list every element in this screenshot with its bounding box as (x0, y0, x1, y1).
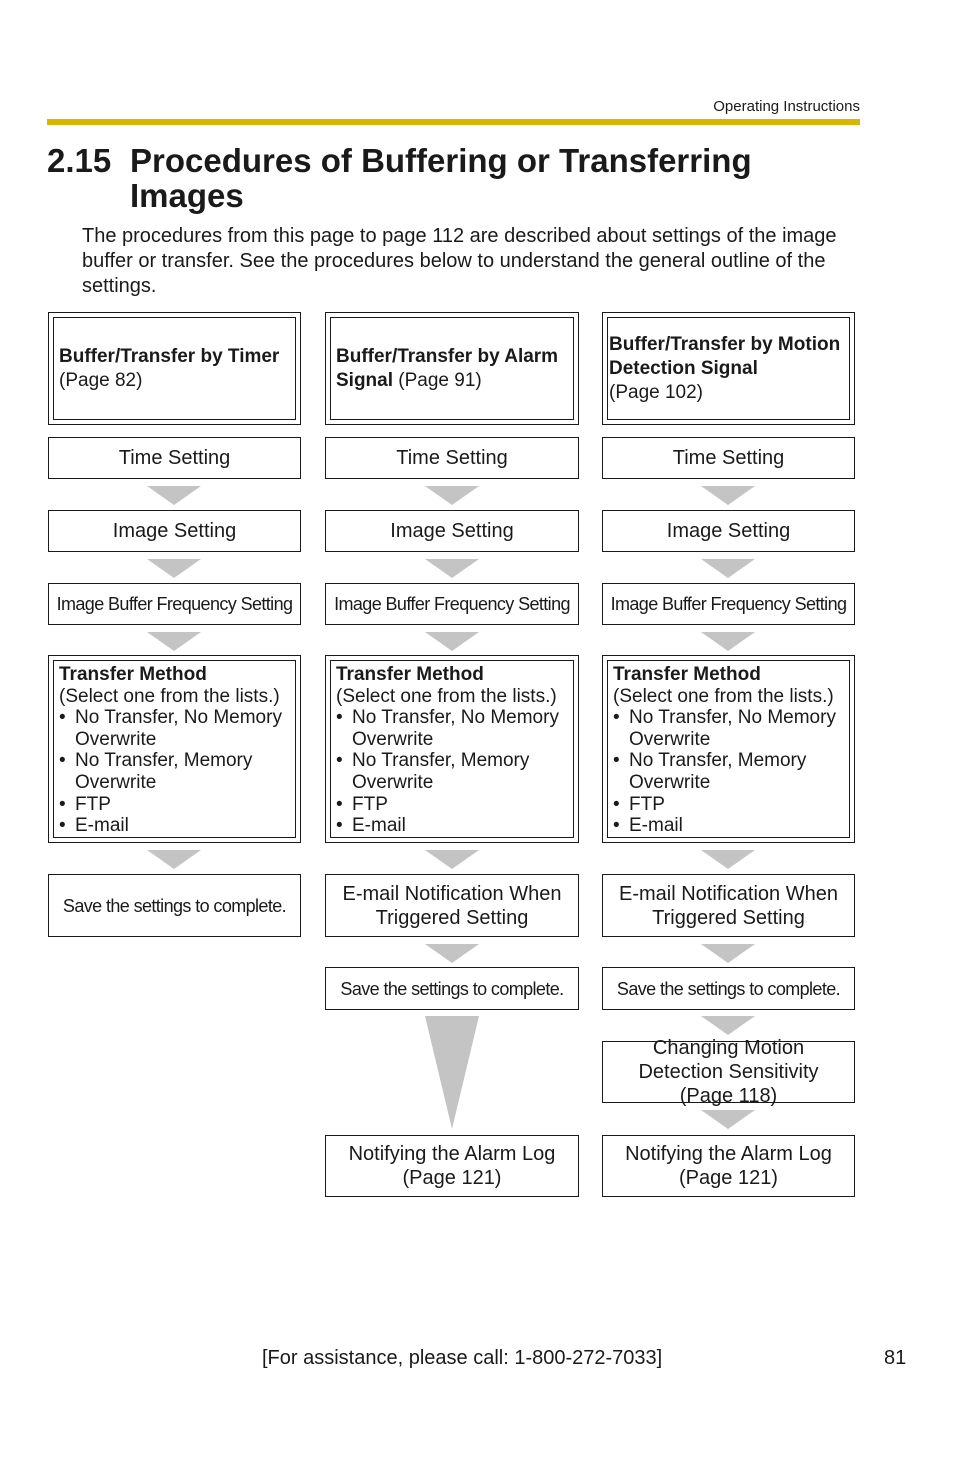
list-item: • No Transfer, No Memory Overwrite (59, 707, 290, 750)
flow-arrow (701, 559, 755, 578)
list-item: • FTP (336, 794, 568, 816)
step-label: Save the settings to complete. (340, 978, 564, 999)
list-item: • No Transfer, No Memory Overwrite (613, 707, 844, 750)
list-item: • No Transfer, Memory Overwrite (336, 750, 568, 793)
flow-arrow (425, 559, 479, 578)
list-item: • No Transfer, Memory Overwrite (613, 750, 844, 793)
page-number: 81 (884, 1347, 907, 1369)
list-item: • No Transfer, No Memory Overwrite (336, 707, 568, 750)
flow-arrow (147, 632, 201, 651)
list-item: • E-mail (613, 815, 844, 837)
flow-arrow (701, 1016, 755, 1035)
step-motion-sensitivity (602, 1037, 855, 1107)
step-buffer-frequency (602, 583, 855, 625)
section-number: 2.15 (47, 142, 112, 179)
flow-arrow (701, 632, 755, 651)
step-image-setting (602, 510, 855, 552)
transfer-method-list (336, 707, 568, 837)
flow-arrow (425, 632, 479, 651)
transfer-method-sub: (Select one from the lists.) (59, 685, 280, 707)
flow-header-page: (Page 82) (59, 369, 143, 391)
list-item: • E-mail (59, 815, 290, 837)
flow-arrow (701, 486, 755, 505)
transfer-method-box (325, 655, 579, 843)
flow-header-title: Buffer/Transfer by Motion Detection Signal (609, 333, 841, 379)
step-label: Save the settings to complete. (62, 895, 287, 916)
flow-arrow (147, 559, 201, 578)
step-label: Time Setting (672, 447, 785, 469)
step-label: Image Setting (390, 520, 514, 542)
flow-arrow (425, 944, 479, 963)
step-label: E-mail Notification When Triggered Setting (619, 882, 838, 929)
transfer-method-sub: (Select one from the lists.) (613, 685, 834, 707)
flow-arrow (701, 1110, 755, 1129)
step-label: Notifying the Alarm Log (Page 121) (348, 1143, 556, 1189)
step-label: Image Buffer Frequency Setting (610, 594, 847, 614)
step-alarm-log (602, 1135, 855, 1197)
step-label: Save the settings to complete. (616, 978, 841, 999)
list-item: • FTP (613, 794, 844, 816)
step-label: Image Setting (666, 520, 791, 542)
transfer-method-list (59, 707, 290, 837)
list-item: • FTP (59, 794, 290, 816)
step-time-setting (325, 437, 579, 479)
list-item: • E-mail (336, 815, 568, 837)
flow-arrow (147, 850, 201, 869)
flow-header-page: (Page 102) (609, 381, 704, 403)
step-buffer-frequency (325, 583, 579, 625)
transfer-method-box (48, 655, 301, 843)
flow-arrow (425, 850, 479, 869)
assistance-footer: [For assistance, please call: 1-800-272-7033] (262, 1347, 663, 1369)
list-item: • No Transfer, Memory Overwrite (59, 750, 290, 793)
flow-header-title: Buffer/Transfer by Timer (59, 345, 280, 367)
step-label: Image Buffer Frequency Setting (334, 594, 570, 614)
flow-arrow-long (425, 1016, 479, 1129)
step-buffer-frequency (48, 583, 301, 625)
section-title-text: Procedures of Buffering or Transferring Images (130, 142, 752, 214)
step-time-setting (48, 437, 301, 479)
flow-arrow (701, 944, 755, 963)
step-time-setting (602, 437, 855, 479)
flow-header-timer (48, 312, 301, 425)
transfer-method-title: Transfer Method (613, 664, 761, 685)
transfer-method-sub: (Select one from the lists.) (336, 685, 557, 707)
step-label: E-mail Notification When Triggered Setting (342, 882, 562, 929)
flow-header-page: (Page 91) (398, 369, 482, 391)
step-label: Time Setting (396, 447, 508, 469)
step-image-setting (48, 510, 301, 552)
step-alarm-log (325, 1135, 579, 1197)
flow-arrow (701, 850, 755, 869)
step-save (602, 967, 855, 1010)
flow-arrow (147, 486, 201, 505)
flow-header-motion (602, 312, 855, 425)
transfer-method-box (602, 655, 855, 843)
step-label: Image Setting (112, 520, 237, 542)
transfer-method-list (613, 707, 844, 837)
flow-header-alarm (325, 312, 579, 425)
intro-paragraph: The procedures from this page to page 112 are described about settings of the image buffer or transfer. See the procedures below to understand the general outline of the settings. (82, 225, 837, 297)
step-email-notification (602, 874, 855, 937)
transfer-method-title: Transfer Method (59, 664, 207, 685)
step-label: Notifying the Alarm Log (Page 121) (625, 1143, 832, 1189)
step-save (48, 874, 301, 937)
flow-header-title: Buffer/Transfer by Alarm Signal (336, 345, 559, 391)
step-save (325, 967, 579, 1010)
running-header: Operating Instructions (713, 98, 860, 115)
step-label: Image Buffer Frequency Setting (56, 594, 293, 614)
header-rule (47, 119, 860, 125)
flow-arrow (425, 486, 479, 505)
transfer-method-title: Transfer Method (336, 664, 484, 685)
step-label: Changing Motion Detection Sensitivity (Page 118) (638, 1037, 819, 1107)
step-email-notification (325, 874, 579, 937)
step-image-setting (325, 510, 579, 552)
step-label: Time Setting (118, 447, 231, 469)
